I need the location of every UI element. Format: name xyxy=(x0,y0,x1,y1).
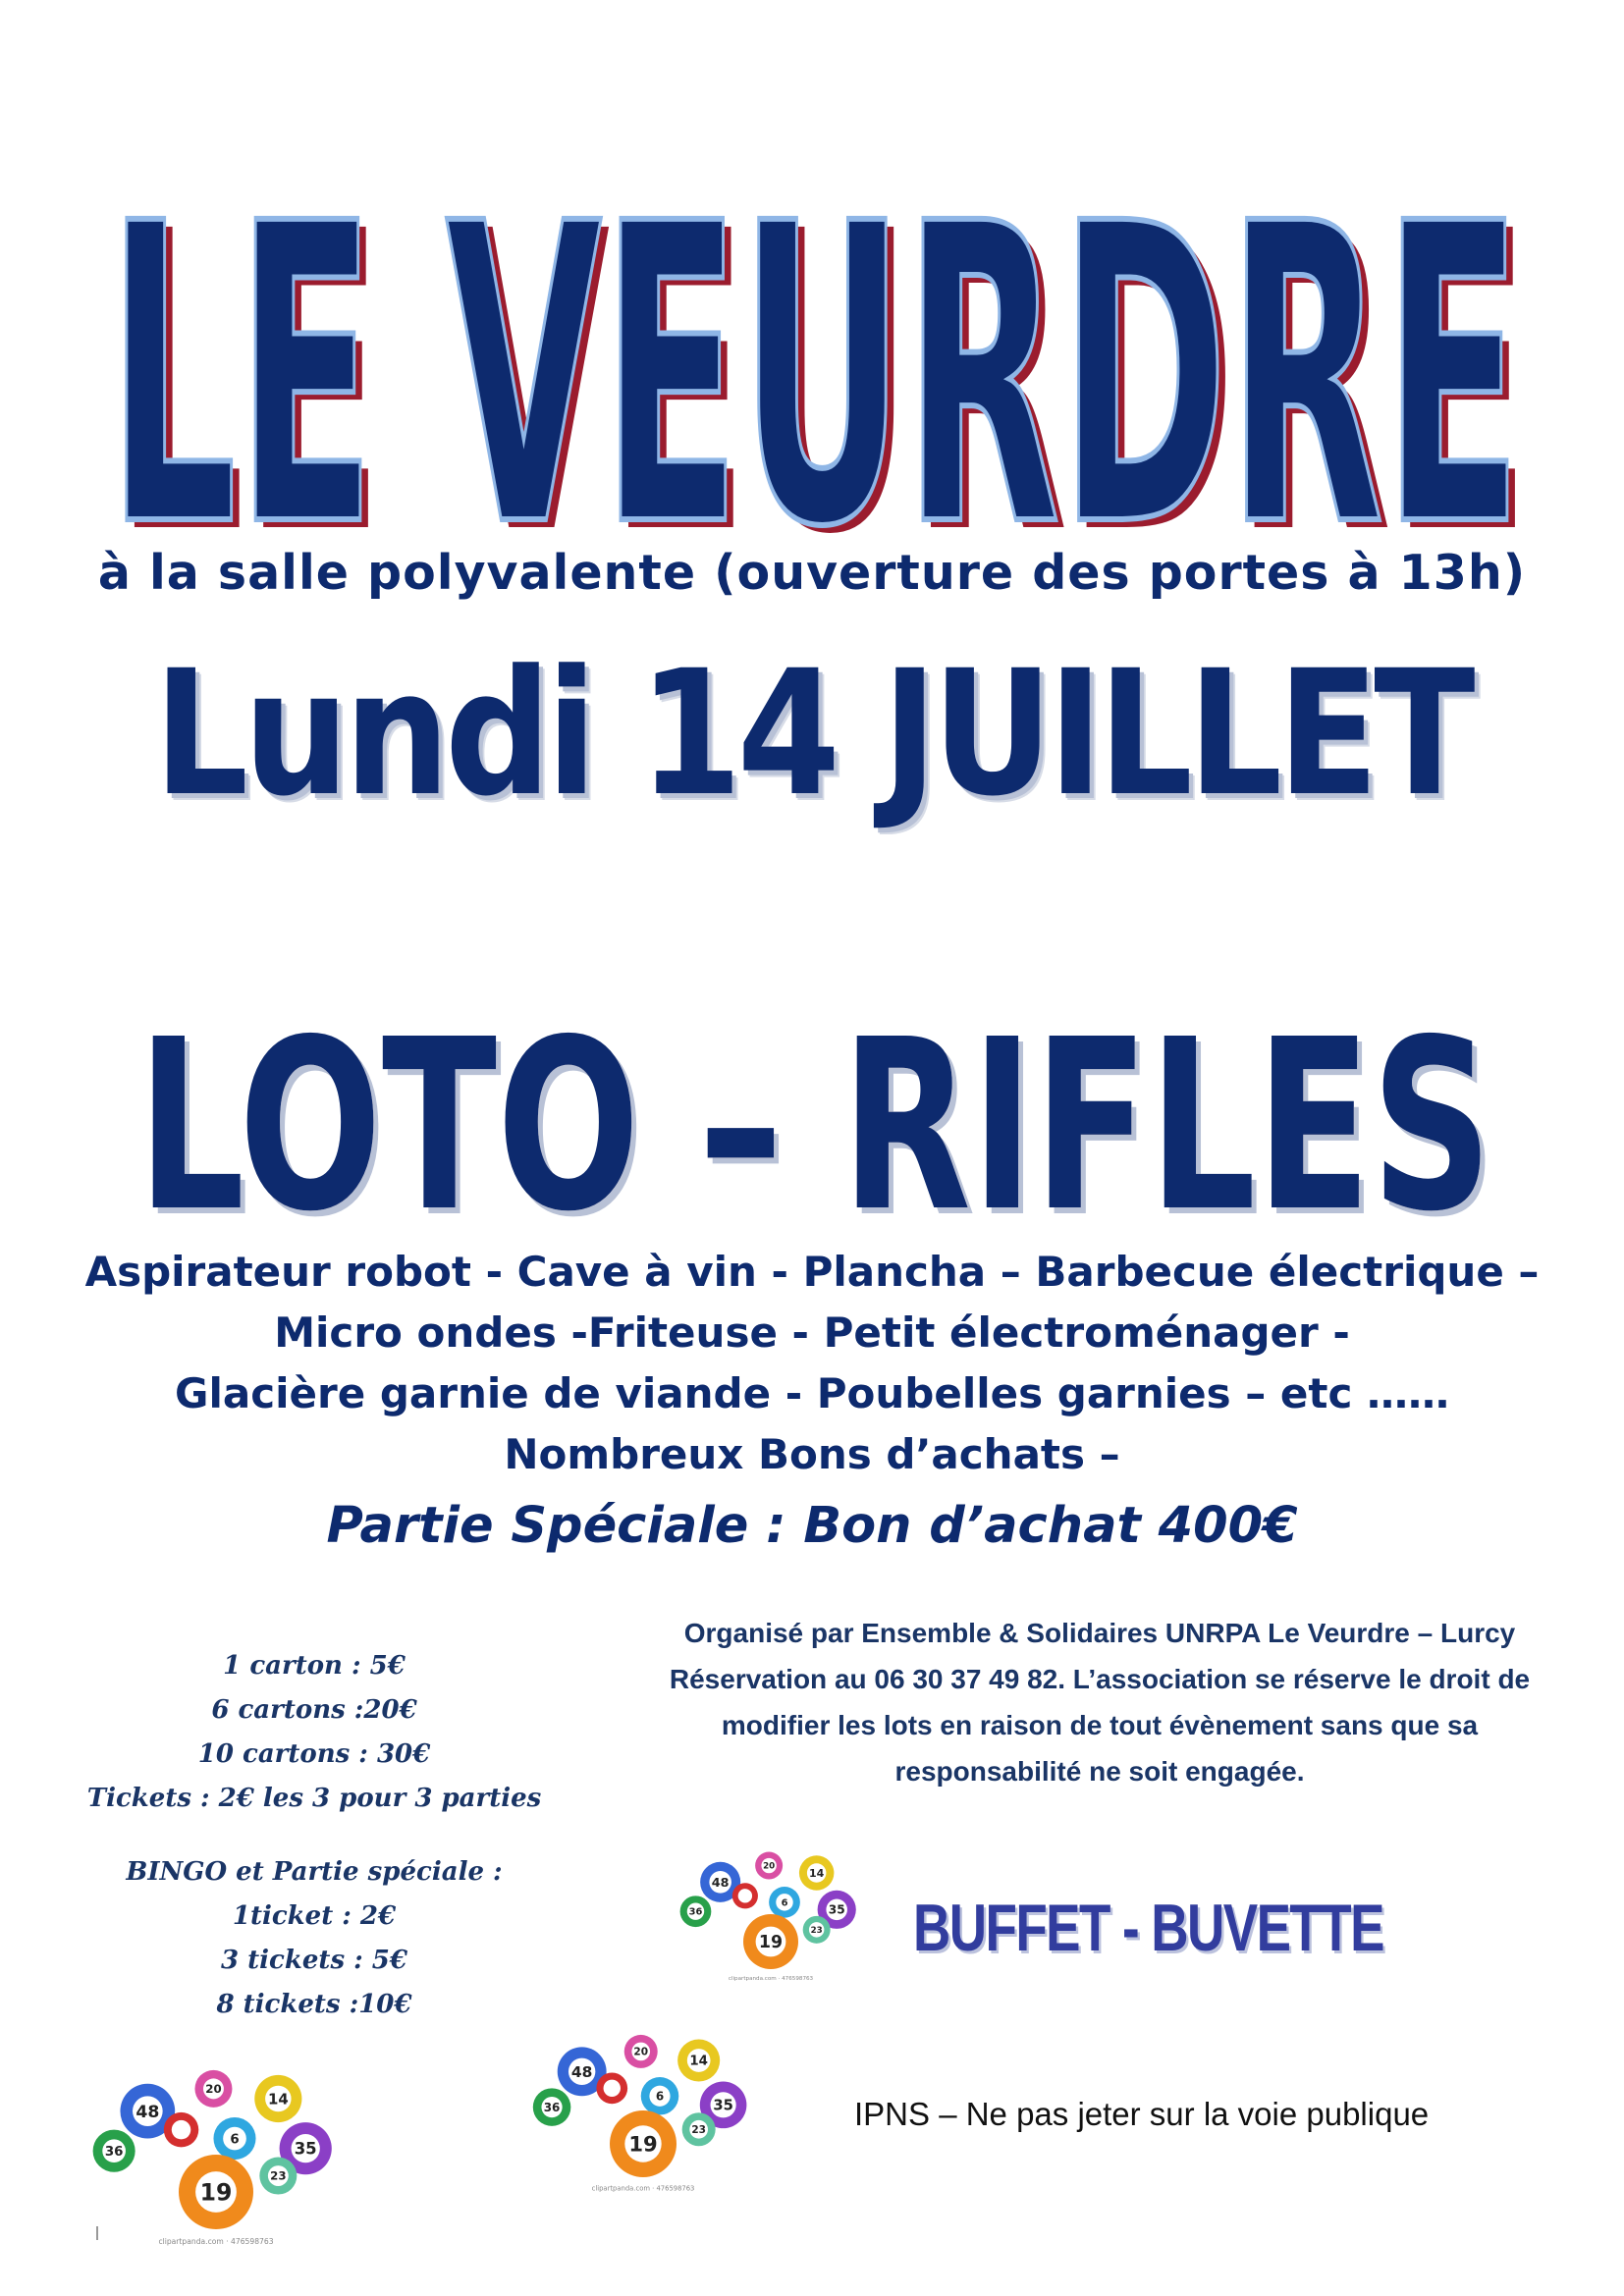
lottery-ball-number: 35 xyxy=(713,2097,733,2114)
lottery-ball xyxy=(803,1916,831,1944)
ipns-notice: IPNS – Ne pas jeter sur la voie publique xyxy=(854,2096,1430,2132)
lottery-ball-number: 23 xyxy=(691,2124,706,2137)
ball-credit: clipartpanda.com · 476598763 xyxy=(158,2237,274,2247)
lottery-ball-number: 14 xyxy=(689,2054,708,2069)
special-game: Partie Spéciale : Bon d’achat 400€ xyxy=(326,1497,1298,1555)
carton-prices xyxy=(59,1644,569,1821)
lottery-ball xyxy=(641,2077,679,2115)
buffet-buvette: BUFFET - BUVETTE xyxy=(913,1891,1383,1965)
lottery-ball xyxy=(194,2070,232,2108)
price-line: 1 carton : 5€ xyxy=(223,1651,406,1681)
lottery-ball xyxy=(732,1883,758,1908)
bingo-line: BINGO et Partie spéciale : xyxy=(126,1857,503,1887)
lottery-ball-number: 48 xyxy=(135,2102,160,2122)
lottery-ball-number: 48 xyxy=(570,2062,593,2081)
organizer-info xyxy=(628,1610,1571,1794)
lottery-ball xyxy=(624,2035,658,2068)
lottery-ball-number: 19 xyxy=(758,1933,784,1953)
ball-credit: clipartpanda.com · 476598763 xyxy=(728,1976,814,1983)
lottery-ball xyxy=(755,1852,783,1880)
town-title-text: LE VEURDRE xyxy=(108,137,1522,535)
lottery-ball xyxy=(743,1914,798,1969)
lottery-ball-number: 36 xyxy=(543,2100,561,2114)
lottery-ball xyxy=(596,2072,627,2104)
lottery-ball-number: 19 xyxy=(199,2178,233,2207)
lottery-ball xyxy=(533,2088,571,2126)
lottery-ball-number: 14 xyxy=(809,1866,825,1880)
bingo-line: 3 tickets : 5€ xyxy=(221,1946,407,1975)
page-mark xyxy=(96,2226,98,2240)
event-title-text: LOTO – RIFLES xyxy=(137,988,1492,1237)
town-title-shadow: LE VEURDRE xyxy=(116,145,1530,535)
lottery-ball-number: 23 xyxy=(810,1925,823,1936)
prize-line-2: Micro ondes -Friteuse - Petit électroménager - xyxy=(274,1308,1350,1357)
prize-line-4: Nombreux Bons d’achats – xyxy=(504,1430,1120,1478)
lottery-ball xyxy=(677,2039,720,2081)
lottery-ball-number: 14 xyxy=(267,2090,289,2109)
lottery-ball xyxy=(254,2075,301,2122)
prize-line-1: Aspirateur robot - Cave à vin - Plancha – Barbecue électrique – xyxy=(84,1248,1540,1296)
bingo-line: 1ticket : 2€ xyxy=(232,1901,397,1931)
lottery-ball xyxy=(682,2112,716,2146)
price-line: Tickets : 2€ les 3 pour 3 parties xyxy=(86,1784,542,1813)
lottery-ball-number: 20 xyxy=(633,2046,649,2058)
lottery-ball xyxy=(799,1855,834,1890)
ball-credit: clipartpanda.com · 476598763 xyxy=(591,2184,695,2193)
lottery-ball-number: 6 xyxy=(230,2132,240,2148)
lottery-ball-number: 20 xyxy=(763,1861,776,1872)
lottery-ball-number: 6 xyxy=(655,2089,665,2104)
lottery-ball-number: 35 xyxy=(294,2139,317,2159)
lottery-ball-number: 20 xyxy=(205,2082,222,2097)
lottery-balls-icon xyxy=(677,1845,864,1983)
organizer-line: Réservation au 06 30 37 49 82. L’association se réserve le droit de xyxy=(669,1664,1531,1694)
town-title xyxy=(88,93,1542,535)
organizer-line: modifier les lots en raison de tout évènement sans que sa xyxy=(721,1710,1479,1740)
lottery-ball-number: 6 xyxy=(781,1897,788,1909)
lottery-balls-icon xyxy=(530,2027,756,2194)
price-line: 6 cartons :20€ xyxy=(211,1695,417,1725)
lottery-ball xyxy=(259,2158,297,2195)
organizer-line: responsabilité ne soit engagée. xyxy=(894,1756,1305,1787)
lottery-balls-icon xyxy=(88,2061,344,2248)
lottery-ball xyxy=(610,2110,677,2177)
lottery-ball-number: 48 xyxy=(711,1875,730,1891)
lottery-ball-number: 36 xyxy=(688,1906,703,1918)
organizer-line: Organisé par Ensemble & Solidaires UNRPA Le Veurdre – Lurcy xyxy=(683,1618,1516,1648)
lottery-ball xyxy=(680,1896,712,1927)
lottery-ball-number: 23 xyxy=(270,2168,287,2183)
venue-line: à la salle polyvalente (ouverture des portes à 13h) xyxy=(97,545,1527,601)
bingo-line: 8 tickets :10€ xyxy=(216,1990,412,2019)
lottery-ball xyxy=(164,2112,198,2147)
lottery-ball xyxy=(93,2130,135,2172)
lottery-ball-number: 35 xyxy=(828,1902,845,1917)
event-title xyxy=(128,982,1502,1237)
lottery-ball xyxy=(213,2117,255,2160)
lottery-ball xyxy=(769,1887,800,1918)
lottery-ball xyxy=(179,2155,253,2229)
prize-list xyxy=(0,1242,1624,1485)
lottery-ball-number: 19 xyxy=(628,2131,658,2157)
bingo-prices xyxy=(59,1850,569,2027)
price-line: 10 cartons : 30€ xyxy=(197,1739,431,1769)
prize-line-3: Glacière garnie de viande - Poubelles garnies – etc …… xyxy=(175,1369,1449,1417)
event-date: Lundi 14 JUILLET xyxy=(153,633,1471,834)
lottery-ball-number: 36 xyxy=(104,2144,124,2160)
